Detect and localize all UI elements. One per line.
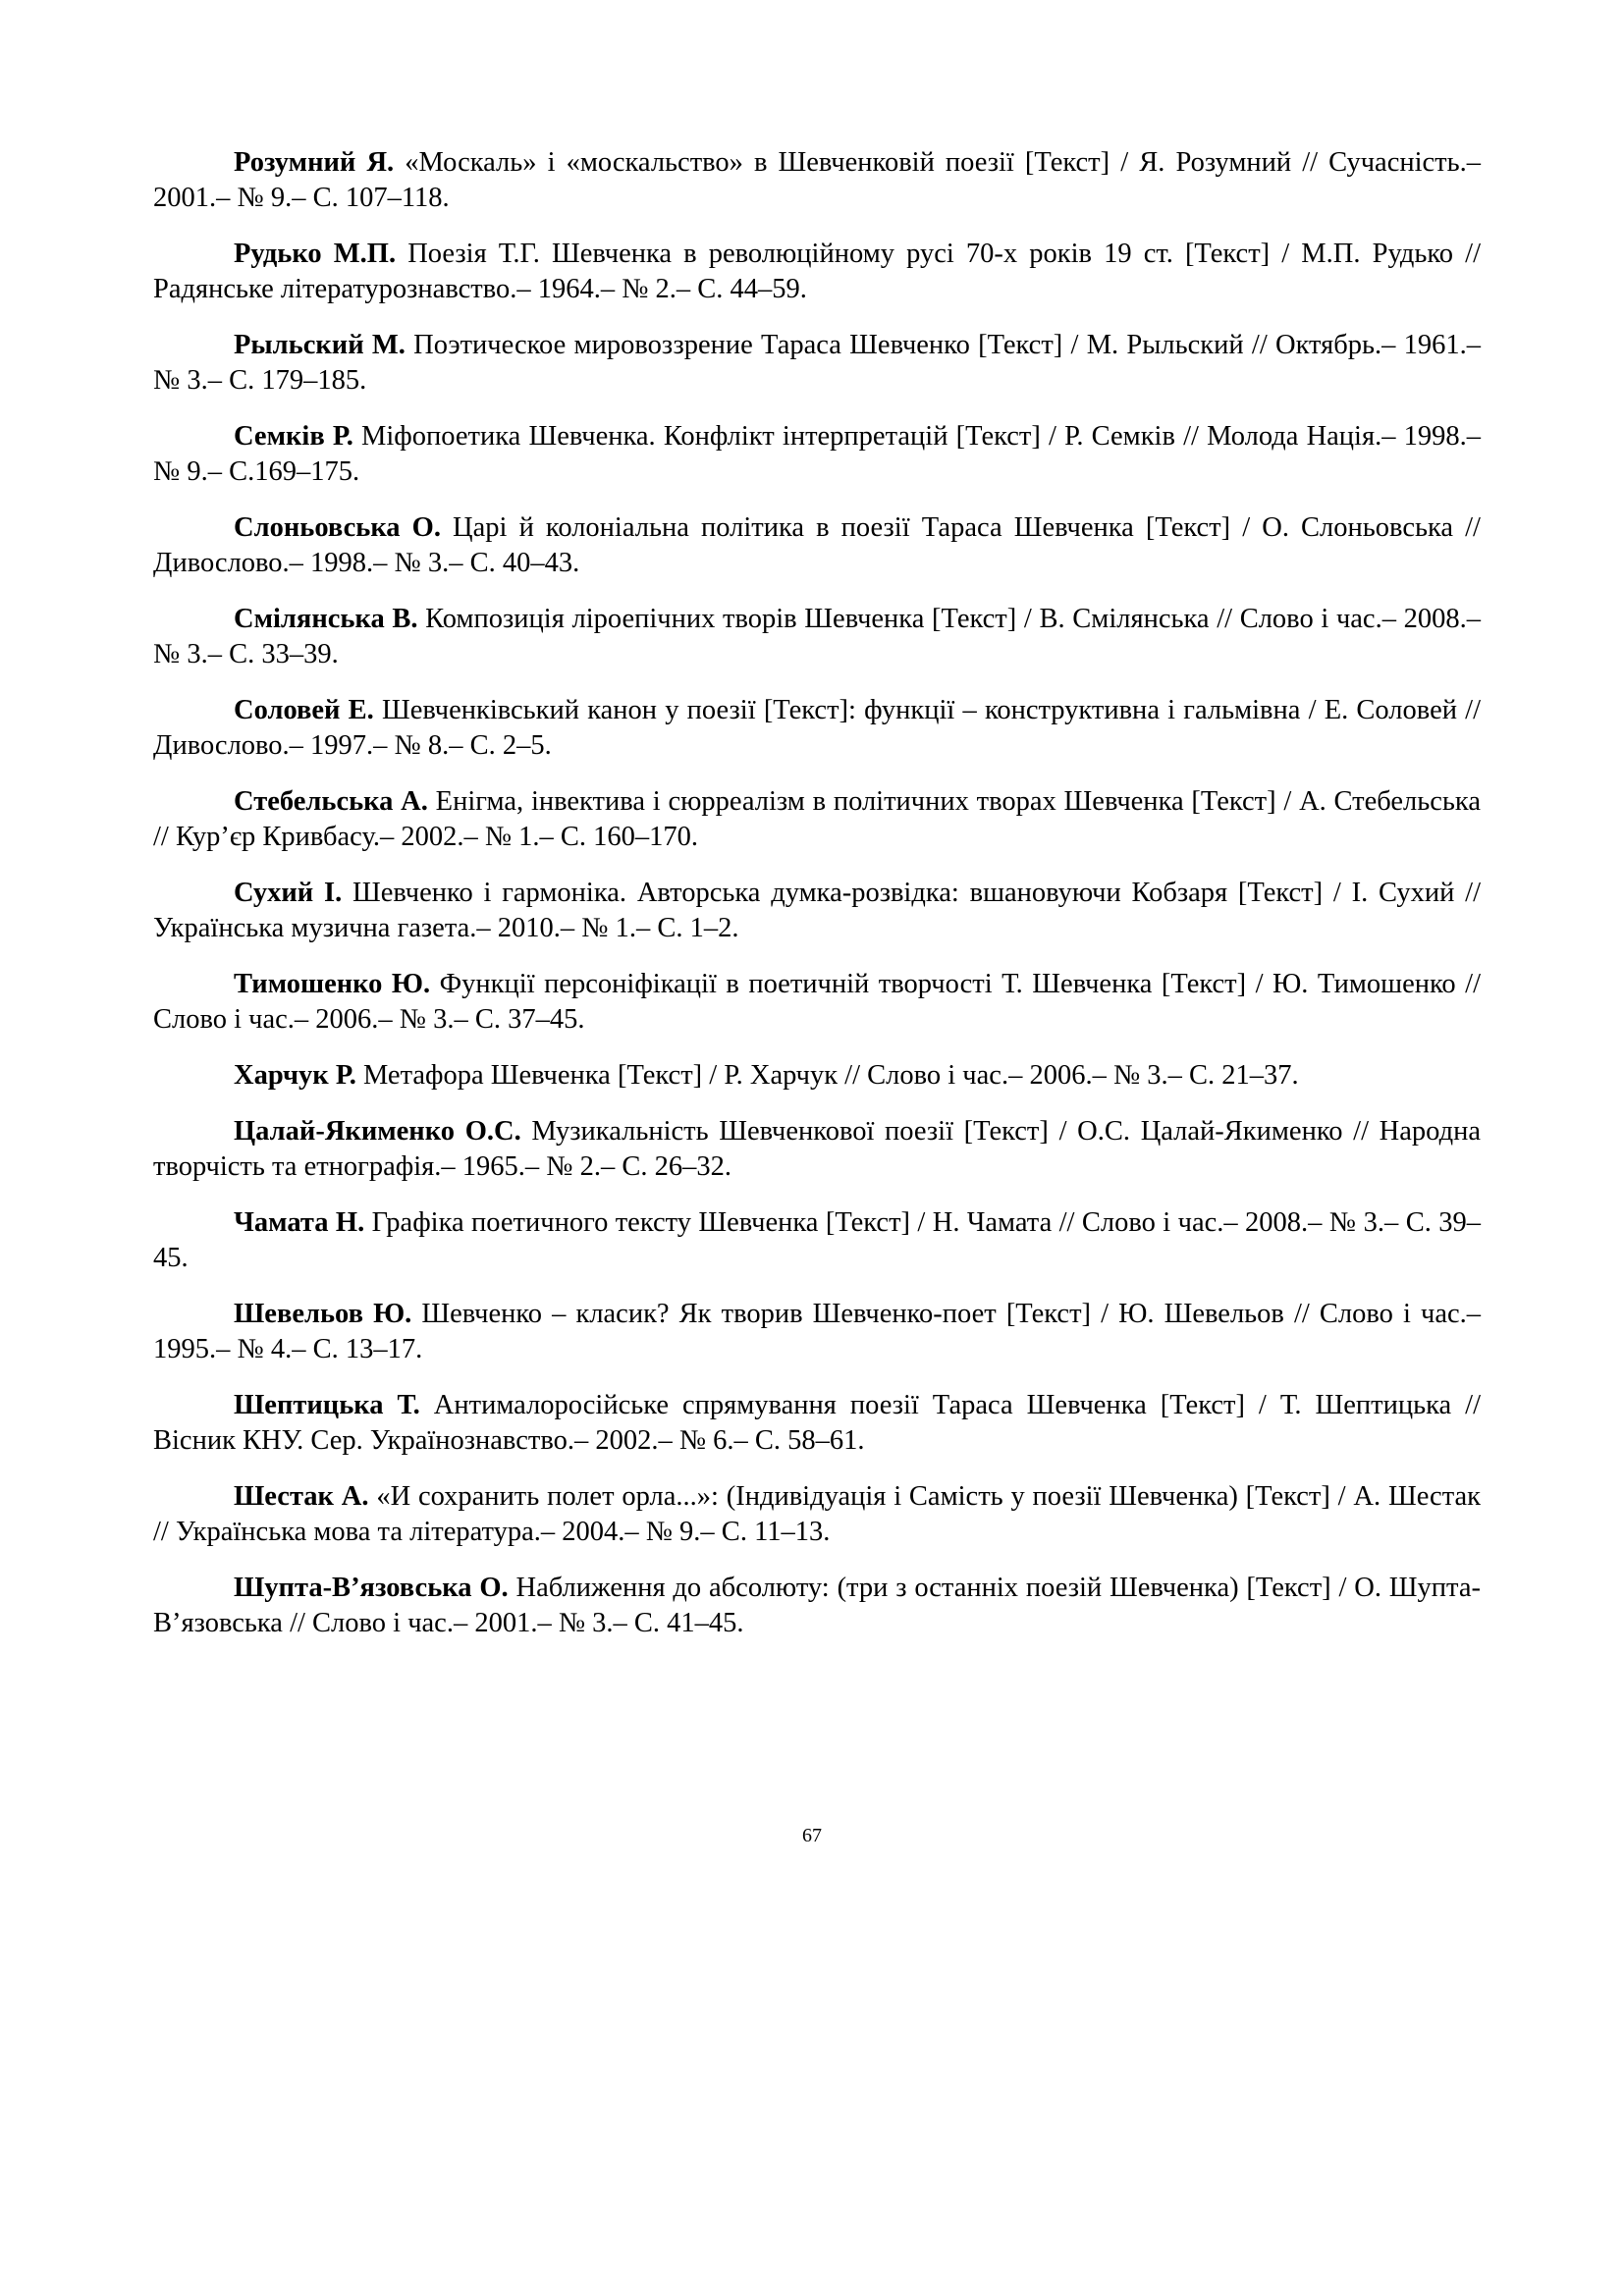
entry-text: Шевченківський канон у поезії [Текст]: функції – конструктивна і гальмівна / Е. Соловей // Дивослово.– 1997.– № 8.– С. 2–5.	[153, 695, 1481, 761]
entry-author: Сухий І.	[234, 878, 343, 908]
entry-author: Тимошенко Ю.	[234, 969, 431, 999]
bibliography-entry	[153, 693, 1481, 764]
entry-author: Шупта-В’язовська О.	[234, 1573, 509, 1603]
bibliography-list	[153, 145, 1481, 1662]
entry-text: Міфопоетика Шевченка. Конфлікт інтерпретацій [Текст] / Р. Семків // Молода Нація.– 1998.– № 9.– С.169–175.	[153, 421, 1481, 487]
bibliography-entry	[153, 1388, 1481, 1459]
bibliography-entry	[153, 1114, 1481, 1185]
entry-text: Шевченко – класик? Як творив Шевченко-поет [Текст] / Ю. Шевельов // Слово і час.– 1995.– № 4.– С. 13–17.	[153, 1299, 1481, 1364]
entry-text: «И сохранить полет орла...»: (Індивідуація і Самість у поезії Шевченка) [Текст] / А. Шестак // Українська мова та література.– 2004.– № 9.– С. 11–13.	[153, 1481, 1481, 1547]
bibliography-entry	[153, 876, 1481, 946]
bibliography-entry	[153, 328, 1481, 399]
entry-author: Смілянська В.	[234, 604, 418, 634]
entry-author: Рудько М.П.	[234, 239, 397, 269]
entry-text: Антималоросійське спрямування поезії Тараса Шевченка [Текст] / Т. Шептицька // Вісник КНУ. Сер. Українознавство.– 2002.– № 6.– С. 58–61.	[153, 1390, 1481, 1456]
bibliography-entry	[153, 419, 1481, 490]
entry-author: Соловей Е.	[234, 695, 374, 725]
entry-author: Семків Р.	[234, 421, 353, 452]
entry-author: Шептицька Т.	[234, 1390, 420, 1420]
bibliography-entry	[153, 1571, 1481, 1641]
entry-text: Композиція ліроепічних творів Шевченка [Текст] / В. Смілянська // Слово і час.– 2008.– № 3.– С. 33–39.	[153, 604, 1481, 669]
bibliography-entry	[153, 1205, 1481, 1276]
bibliography-entry	[153, 237, 1481, 307]
entry-text: Наближення до абсолюту: (три з останніх поезій Шевченка) [Текст] / О. Шупта-В’язовська // Слово і час.– 2001.– № 3.– С. 41–45.	[153, 1573, 1482, 1638]
bibliography-entry	[153, 1058, 1481, 1094]
bibliography-entry	[153, 784, 1481, 855]
entry-author: Харчук Р.	[234, 1060, 356, 1091]
entry-text: Поезія Т.Г. Шевченка в революційному русі 70-х років 19 ст. [Текст] / М.П. Рудько // Радянське літературознавство.– 1964.– № 2.– С. 44–59.	[153, 239, 1482, 304]
bibliography-entry	[153, 1297, 1481, 1367]
entry-text: Царі й колоніальна політика в поезії Тараса Шевченка [Текст] / О. Слоньовська // Дивослово.– 1998.– № 3.– С. 40–43.	[153, 512, 1481, 578]
entry-text: Функції персоніфікації в поетичній творчості Т. Шевченка [Текст] / Ю. Тимошенко // Слово і час.– 2006.– № 3.– С. 37–45.	[153, 969, 1481, 1035]
entry-author: Розумний Я.	[234, 147, 395, 178]
entry-author: Стебельська А.	[234, 786, 428, 817]
entry-author: Шестак А.	[234, 1481, 369, 1512]
entry-author: Слоньовська О.	[234, 512, 441, 543]
entry-text: Метафора Шевченка [Текст] / Р. Харчук // Слово і час.– 2006.– № 3.– С. 21–37.	[355, 1060, 1299, 1091]
entry-author: Чамата Н.	[234, 1207, 365, 1238]
entry-author: Шевельов Ю.	[234, 1299, 412, 1329]
entry-text: Поэтическое мировоззрение Тараса Шевченко [Текст] / М. Рыльский // Октябрь.– 1961.– № 3.– С. 179–185.	[153, 330, 1481, 396]
bibliography-entry	[153, 967, 1481, 1038]
entry-text: Графіка поетичного тексту Шевченка [Текст] / Н. Чамата // Слово і час.– 2008.– № 3.– С. 39–45.	[153, 1207, 1481, 1273]
entry-text: Шевченко і гармоніка. Авторська думка-розвідка: вшановуючи Кобзаря [Текст] / І. Сухий // Українська музична газета.– 2010.– № 1.– С. 1–2.	[153, 878, 1481, 943]
bibliography-entry	[153, 1479, 1481, 1550]
entry-author: Рыльский М.	[234, 330, 406, 360]
entry-text: Енігма, інвектива і сюрреалізм в політичних творах Шевченка [Текст] / А. Стебельська // Кур’єр Кривбасу.– 2002.– № 1.– С. 160–170.	[153, 786, 1481, 852]
page-number: 67	[802, 1825, 822, 1846]
bibliography-entry	[153, 602, 1481, 672]
entry-text: «Москаль» і «москальство» в Шевченковій поезії [Текст] / Я. Розумний // Сучасність.– 2001.– № 9.– С. 107–118.	[153, 147, 1481, 213]
entry-text: Музикальність Шевченкової поезії [Текст] / О.С. Цалай-Якименко // Народна творчість та етнографія.– 1965.– № 2.– С. 26–32.	[153, 1116, 1481, 1182]
bibliography-entry	[153, 510, 1481, 581]
entry-author: Цалай-Якименко О.С.	[234, 1116, 521, 1147]
bibliography-entry	[153, 145, 1481, 216]
